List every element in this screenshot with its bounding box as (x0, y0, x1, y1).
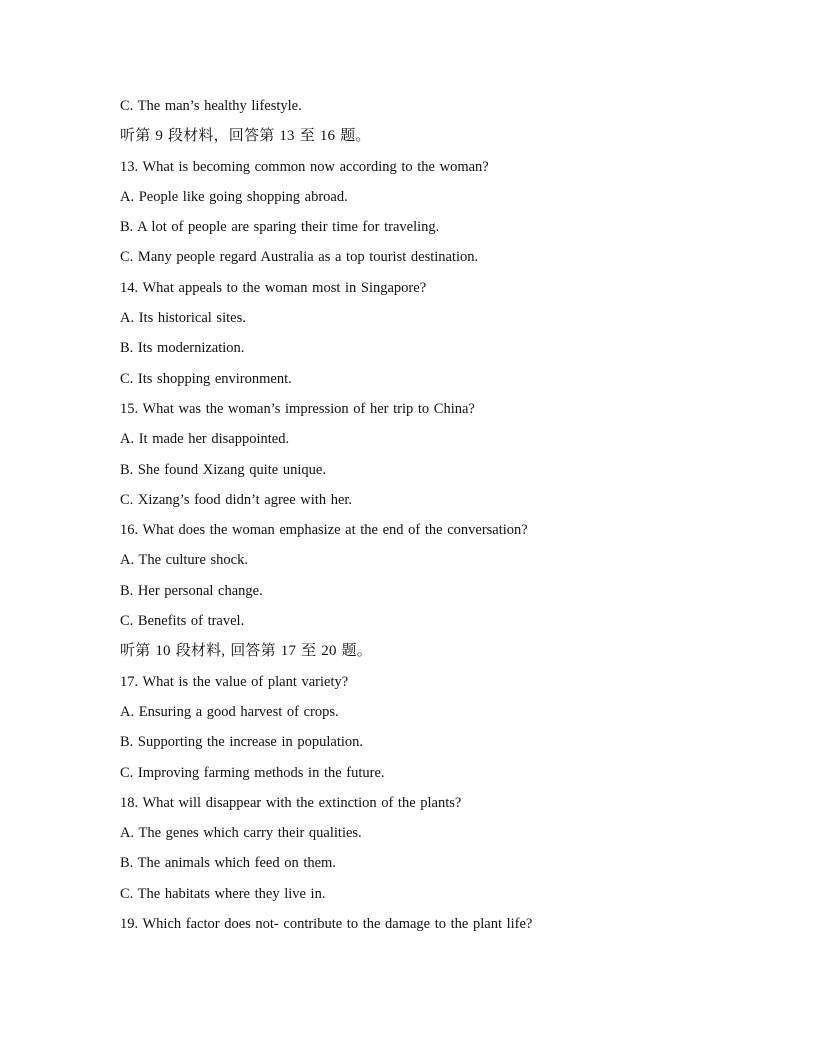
question-15: 15. What was the woman’s impression of her trip to China? (120, 400, 475, 417)
answer-option: A. It made her disappointed. (120, 431, 290, 448)
document-text (120, 94, 760, 942)
answer-option: B. Its modernization. (120, 340, 245, 357)
question-19: 19. Which factor does not- contribute to the damage to the plant life? (120, 916, 533, 933)
question-16: 16. What does the woman emphasize at the end of the conversation? (120, 522, 528, 539)
answer-option: C. Improving farming methods in the future. (120, 764, 385, 781)
question-17: 17. What is the value of plant variety? (120, 673, 349, 690)
question-14: 14. What appeals to the woman most in Singapore? (120, 279, 427, 296)
answer-option: B. The animals which feed on them. (120, 855, 336, 872)
answer-option: A. People like going shopping abroad. (120, 188, 348, 205)
answer-option: A. The genes which carry their qualities. (120, 825, 362, 842)
answer-option: C. Benefits of travel. (120, 613, 245, 630)
answer-option: B. Supporting the increase in population. (120, 734, 364, 751)
answer-option: C. Its shopping environment. (120, 370, 292, 387)
answer-option: A. Ensuring a good harvest of crops. (120, 703, 339, 720)
answer-option: B. Her personal change. (120, 582, 263, 599)
question-18: 18. What will disappear with the extinction of the plants? (120, 794, 462, 811)
answer-option: C. Xizang’s food didn’t agree with her. (120, 491, 353, 508)
answer-option: B. A lot of people are sparing their time for traveling. (120, 219, 440, 236)
answer-option: C. The man’s healthy lifestyle. (120, 98, 302, 114)
section-heading: 听第 10 段材料, 回答第 17 至 20 题。 (120, 643, 373, 660)
answer-option: A. The culture shock. (120, 552, 248, 569)
section-heading: 听第 9 段材料，回答第 13 至 16 题。 (120, 128, 371, 145)
answer-option: C. The habitats where they live in. (120, 885, 326, 902)
answer-option: A. Its historical sites. (120, 310, 246, 327)
answer-option: C. Many people regard Australia as a top tourist destination. (120, 249, 479, 266)
question-13: 13. What is becoming common now according to the woman? (120, 158, 489, 175)
answer-option: B. She found Xizang quite unique. (120, 461, 326, 478)
